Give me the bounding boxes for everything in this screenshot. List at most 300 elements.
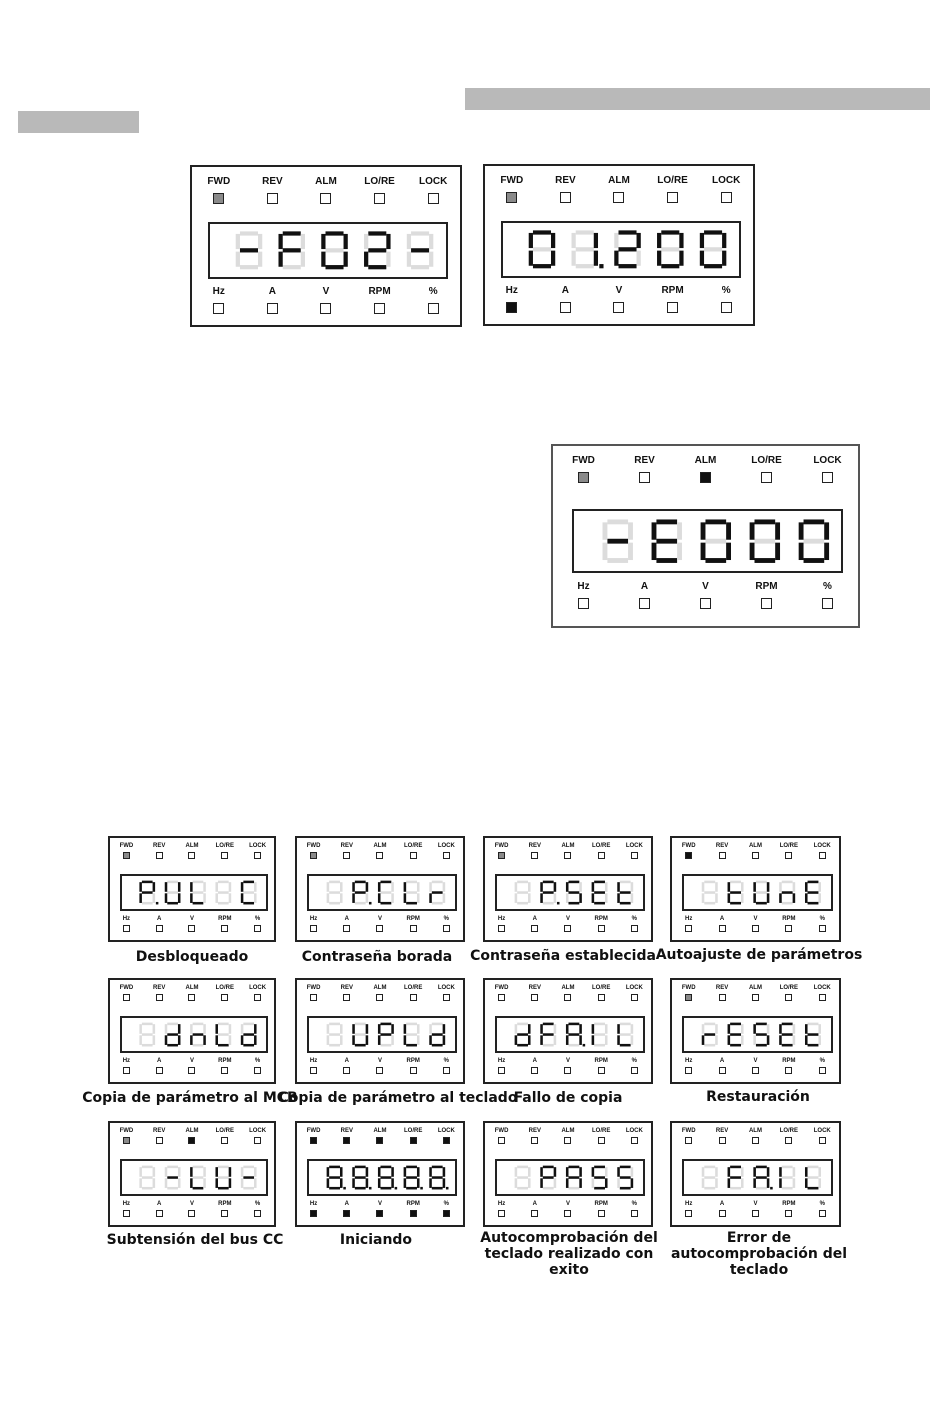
segment-d	[704, 264, 722, 268]
indicator-led	[719, 994, 726, 1001]
indicator-led	[498, 1137, 505, 1144]
indicator-led	[374, 303, 385, 314]
indicator-label: LO/RE	[403, 843, 423, 849]
indicator-fwd	[297, 1128, 330, 1144]
indicator-lock	[241, 843, 274, 859]
segment-e	[779, 893, 782, 903]
digit-3	[754, 881, 770, 905]
segment-a	[569, 1166, 580, 1169]
segment-c	[793, 1178, 796, 1188]
indicator-label: REV	[153, 1128, 166, 1134]
segment-g	[406, 891, 417, 894]
segment-a	[782, 1166, 793, 1169]
indicator-led	[310, 994, 317, 1001]
segment-b	[637, 233, 641, 248]
indicator-rpm	[736, 582, 797, 609]
indicator-label: LOCK	[712, 175, 741, 186]
keypad-panel-g7	[483, 978, 653, 1084]
segment-e	[702, 1035, 705, 1045]
indicator-lock	[618, 985, 651, 1001]
segment-b	[417, 882, 420, 892]
segment-a	[218, 1166, 229, 1169]
segment-d	[381, 902, 392, 905]
segment-d	[167, 902, 178, 905]
segment-d	[607, 558, 628, 563]
indicator-lore	[208, 985, 241, 1001]
decimal-point	[395, 1187, 398, 1190]
indicator-label: Hz	[309, 1201, 318, 1208]
indicator-label: RPM	[406, 916, 420, 923]
segment-a	[193, 1166, 204, 1169]
segment-b	[153, 1167, 156, 1177]
segment-b	[554, 1024, 557, 1034]
segment-g	[533, 247, 551, 251]
segment-d	[594, 1044, 605, 1047]
indicator-led	[310, 1137, 317, 1144]
indicator-label: REV	[634, 455, 655, 466]
segment-c	[741, 1035, 744, 1045]
segment-e	[657, 251, 661, 266]
segment-b	[229, 1024, 232, 1034]
indicator-a	[330, 1058, 363, 1074]
segment-b	[344, 234, 348, 249]
segment-c	[528, 1178, 531, 1188]
segment-c	[580, 1035, 583, 1045]
indicator-led	[531, 1210, 538, 1217]
keypad-panel-g10	[295, 1121, 465, 1227]
indicator-led	[719, 925, 726, 932]
indicator-label: A	[157, 916, 162, 923]
segment-a	[569, 1023, 580, 1026]
segment-f	[779, 1024, 782, 1034]
indicator-led	[639, 598, 650, 609]
digit-2	[165, 881, 181, 905]
digit-5	[429, 1023, 445, 1047]
segment-g	[369, 248, 387, 252]
indicator-label: REV	[715, 843, 729, 849]
segment-b	[554, 1167, 557, 1177]
segment-e	[404, 893, 407, 903]
indicator-led	[819, 1067, 826, 1074]
indicator-label: %	[819, 1201, 825, 1208]
indicator-led	[343, 994, 350, 1001]
indicator-hz	[297, 916, 330, 932]
indicator-label: LOCK	[437, 843, 455, 849]
digit-3	[566, 1023, 585, 1047]
indicator-led	[560, 192, 571, 203]
segment-f	[139, 1024, 142, 1034]
indicator-led	[310, 852, 317, 859]
panel-caption: Contraseña borada	[301, 949, 453, 965]
indicator-label: ALM	[748, 985, 762, 991]
segment-e	[407, 252, 411, 267]
indicator-label: LOCK	[625, 843, 643, 849]
indicator-led	[752, 852, 759, 859]
indicator-led	[343, 1067, 350, 1074]
indicator-lore	[353, 177, 407, 204]
indicator-led	[685, 994, 692, 1001]
indicator-lore	[772, 985, 805, 1001]
segment-f	[216, 1167, 219, 1177]
indicator-v	[592, 286, 646, 313]
segment-a	[620, 881, 631, 884]
indicator-label: FWD	[494, 985, 509, 991]
segment-f	[236, 234, 240, 249]
segment-f	[515, 882, 518, 892]
indicator-label: ALM	[561, 985, 575, 991]
segment-e	[617, 1035, 620, 1045]
indicator-led	[376, 852, 383, 859]
segment-a	[432, 1166, 443, 1169]
segment-b	[605, 1167, 608, 1177]
segment-f	[327, 882, 330, 892]
segment-a	[406, 1166, 417, 1169]
indicator-led	[613, 302, 624, 313]
indicator-label: FWD	[500, 175, 524, 186]
segment-b	[677, 522, 682, 539]
bottom-indicator-row	[672, 1201, 839, 1217]
indicator-lore	[585, 1128, 618, 1144]
seven-segment-display	[120, 1159, 268, 1196]
digit-5	[617, 1023, 633, 1047]
indicator-led	[564, 925, 571, 932]
segment-d	[329, 1044, 340, 1047]
segment-g	[705, 891, 716, 894]
indicator-led	[631, 852, 638, 859]
indicator-led	[564, 1067, 571, 1074]
indicator-label: Hz	[122, 1201, 131, 1208]
segment-c	[677, 542, 682, 559]
segment-g	[167, 1176, 178, 1179]
top-indicator-row	[553, 456, 858, 483]
indicator-led	[376, 1210, 383, 1217]
digit-2	[165, 1023, 181, 1047]
segment-c	[229, 893, 232, 903]
segment-c	[819, 893, 822, 903]
indicator-label: LOCK	[813, 455, 842, 466]
indicator-led	[598, 1067, 605, 1074]
decimal-point	[420, 1187, 423, 1190]
seven-segment-display	[120, 874, 268, 911]
indicator-hz	[485, 286, 539, 313]
segment-e	[515, 1178, 518, 1188]
segment-f	[728, 882, 731, 892]
indicator-label: %	[443, 1201, 450, 1208]
indicator-lore	[646, 176, 700, 203]
indicator-led	[819, 852, 826, 859]
indicator-label: LO/RE	[779, 843, 799, 849]
segment-c	[203, 1178, 206, 1188]
indicator-led	[156, 852, 163, 859]
segment-c	[722, 251, 726, 266]
segment-e	[700, 542, 705, 559]
indicator-label: %	[819, 916, 825, 923]
indicator-hz	[192, 287, 246, 314]
segment-g	[355, 1033, 366, 1036]
segment-d	[543, 1044, 554, 1047]
segment-a	[355, 1166, 366, 1169]
indicator-led	[531, 925, 538, 932]
segment-e	[216, 1035, 219, 1045]
segment-f	[615, 233, 619, 248]
segment-f	[529, 233, 533, 248]
indicator-label: LOCK	[437, 985, 455, 991]
segment-d	[705, 1187, 716, 1190]
segment-a	[756, 1023, 767, 1026]
indicator-label: FWD	[306, 1128, 321, 1134]
indicator-rev	[330, 843, 363, 859]
segment-f	[378, 1024, 381, 1034]
indicator-label: LOCK	[249, 1128, 267, 1134]
indicator-led	[531, 1067, 538, 1074]
indicator-label: RPM	[782, 1058, 796, 1065]
indicator-percent	[430, 916, 463, 932]
segment-a	[432, 1023, 443, 1026]
segment-f	[700, 522, 705, 539]
segment-b	[551, 233, 555, 248]
indicator-led	[254, 1210, 261, 1217]
indicator-led	[564, 994, 571, 1001]
segment-a	[381, 1166, 392, 1169]
segment-d	[406, 1187, 417, 1190]
segment-g	[704, 247, 722, 251]
segment-e	[322, 252, 326, 267]
keypad-panel-g9	[108, 1121, 276, 1227]
seven-segment-display	[572, 509, 844, 573]
segment-b	[680, 233, 684, 248]
segment-f	[327, 1167, 330, 1177]
digit-4	[404, 881, 420, 905]
indicator-led	[343, 1210, 350, 1217]
indicator-label: REV	[340, 985, 353, 991]
digits-svg	[503, 223, 738, 276]
segment-g	[432, 1176, 443, 1179]
indicator-label: LOCK	[625, 1128, 643, 1134]
segment-f	[702, 1024, 705, 1034]
indicator-lore	[736, 456, 797, 483]
segment-a	[543, 1166, 554, 1169]
indicator-a	[143, 1058, 176, 1074]
segment-c	[741, 893, 744, 903]
segment-g	[283, 248, 301, 252]
digit-2	[279, 231, 306, 269]
indicator-label: FWD	[306, 985, 321, 991]
segment-f	[241, 1167, 244, 1177]
segment-g	[607, 538, 628, 543]
segment-f	[352, 1167, 355, 1177]
digit-4	[779, 1166, 795, 1190]
digit-3	[190, 1023, 206, 1047]
indicator-rev	[518, 1128, 551, 1144]
indicator-fwd	[110, 985, 143, 1001]
indicator-hz	[297, 1058, 330, 1074]
digit-1	[139, 1023, 155, 1047]
keypad-panel-g1	[108, 836, 276, 942]
digit-2	[728, 881, 744, 905]
segment-d	[705, 1044, 716, 1047]
segment-b	[605, 1024, 608, 1034]
indicator-label: V	[377, 916, 382, 923]
indicator-a	[614, 582, 675, 609]
segment-g	[594, 1033, 605, 1036]
segment-b	[767, 1167, 770, 1177]
indicator-led	[667, 302, 678, 313]
segment-f	[352, 1024, 355, 1034]
indicator-rpm	[208, 1201, 241, 1217]
segment-e	[728, 1035, 731, 1045]
segment-g	[808, 1033, 819, 1036]
indicator-percent	[241, 1058, 274, 1074]
indicator-label: RPM	[406, 1201, 420, 1208]
indicator-rev	[518, 985, 551, 1001]
indicator-label: V	[565, 916, 570, 923]
segment-g	[569, 1033, 580, 1036]
indicator-alm	[739, 843, 772, 859]
segment-d	[808, 902, 819, 905]
top-indicator-row	[672, 1128, 839, 1144]
header-bar-right	[465, 88, 930, 110]
indicator-led	[578, 598, 589, 609]
segment-b	[726, 522, 731, 539]
digit-2	[728, 1166, 744, 1190]
segment-c	[366, 1178, 369, 1188]
seven-segment-display	[682, 874, 832, 911]
digits-svg	[684, 1018, 830, 1051]
bottom-indicator-row	[297, 1201, 463, 1217]
header-bar-left	[18, 111, 139, 133]
decimal-point	[583, 1044, 586, 1047]
indicator-label: RPM	[594, 916, 608, 923]
indicator-percent	[797, 582, 858, 609]
indicator-led	[598, 1137, 605, 1144]
indicator-led	[498, 1210, 505, 1217]
segment-b	[715, 1024, 718, 1034]
indicator-hz	[672, 1058, 705, 1074]
indicator-label: LOCK	[625, 985, 643, 991]
keypad-panel-g4	[670, 836, 841, 942]
segment-b	[741, 1024, 744, 1034]
indicator-led	[376, 994, 383, 1001]
indicator-percent	[806, 916, 839, 932]
segment-b	[340, 882, 343, 892]
indicator-label: ALM	[315, 176, 337, 187]
segment-c	[528, 1035, 531, 1045]
segment-c	[793, 1035, 796, 1045]
indicator-rpm	[646, 286, 700, 313]
segment-d	[142, 1187, 153, 1190]
digit-4	[779, 881, 795, 905]
top-indicator-row	[297, 1128, 463, 1144]
segment-c	[680, 251, 684, 266]
segment-b	[819, 882, 822, 892]
segment-d	[381, 1044, 392, 1047]
segment-a	[620, 1023, 631, 1026]
segment-b	[417, 1167, 420, 1177]
indicator-label: V	[377, 1058, 382, 1065]
panel-caption: Copia de parámetro al teclado	[278, 1090, 518, 1106]
segment-c	[392, 1178, 395, 1188]
digits-svg	[122, 1018, 266, 1051]
digits-svg	[497, 876, 643, 909]
indicator-led	[564, 852, 571, 859]
segment-c	[528, 893, 531, 903]
segment-e	[429, 1035, 432, 1045]
indicator-label: ALM	[373, 843, 387, 849]
segment-c	[254, 1178, 257, 1188]
segment-g	[543, 1176, 554, 1179]
indicator-label: %	[631, 1058, 638, 1065]
indicator-v	[551, 1058, 584, 1074]
segment-f	[540, 1167, 543, 1177]
indicator-alm	[739, 1128, 772, 1144]
indicator-label: Hz	[685, 916, 693, 923]
segment-f	[165, 1167, 168, 1177]
segment-e	[566, 893, 569, 903]
segment-f	[749, 522, 754, 539]
segment-a	[326, 231, 344, 235]
indicator-led	[343, 1137, 350, 1144]
segment-e	[241, 1178, 244, 1188]
indicator-label: LO/RE	[215, 985, 234, 991]
indicator-led	[123, 852, 130, 859]
indicator-led	[598, 925, 605, 932]
indicator-led	[631, 1137, 638, 1144]
indicator-hz	[485, 1201, 518, 1217]
segment-g	[620, 1033, 631, 1036]
indicator-lore	[397, 985, 430, 1001]
indicator-label: RPM	[661, 284, 684, 296]
indicator-rev	[705, 843, 738, 859]
segment-g	[406, 1176, 417, 1179]
indicator-label: ALM	[694, 455, 717, 466]
indicator-led	[123, 1210, 130, 1217]
indicator-alm	[551, 843, 584, 859]
indicator-label: LOCK	[249, 985, 267, 991]
segment-c	[715, 1178, 718, 1188]
segment-f	[190, 1167, 193, 1177]
indicator-label: FWD	[681, 985, 696, 991]
segment-f	[728, 1024, 731, 1034]
segment-d	[432, 902, 443, 905]
indicator-label: RPM	[218, 1058, 232, 1065]
digits-svg	[309, 1018, 455, 1051]
segment-e	[779, 1178, 782, 1188]
segment-e	[236, 252, 240, 267]
indicator-led	[376, 1067, 383, 1074]
indicator-lore	[208, 843, 241, 859]
indicator-label: V	[322, 285, 330, 297]
top-indicator-row	[110, 1128, 274, 1144]
segment-g	[656, 538, 677, 543]
bottom-indicator-row	[553, 582, 858, 609]
indicator-v	[551, 1201, 584, 1217]
digit-4	[779, 1023, 795, 1047]
segment-g	[730, 1033, 741, 1036]
segment-a	[218, 1023, 229, 1026]
segment-d	[662, 264, 680, 268]
segment-e	[592, 893, 595, 903]
segment-a	[167, 1166, 178, 1169]
digits-svg	[574, 511, 842, 571]
indicator-led	[221, 925, 228, 932]
indicator-alm	[363, 985, 396, 1001]
indicator-lock	[430, 843, 463, 859]
bottom-indicator-row	[297, 916, 463, 932]
segment-g	[808, 891, 819, 894]
segment-d	[594, 902, 605, 905]
segment-d	[517, 902, 528, 905]
segment-b	[767, 882, 770, 892]
